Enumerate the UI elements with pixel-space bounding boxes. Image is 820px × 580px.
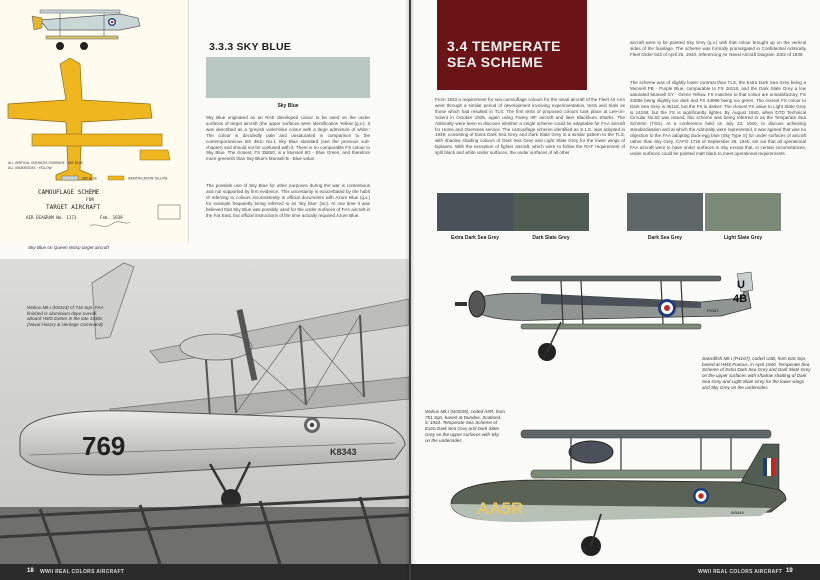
drawing-number: AIR DIAGRAM No. 1171 <box>26 215 77 220</box>
swatch-label-dark-sea-grey: Dark Sea Grey <box>647 235 683 241</box>
left-footer-title: WWII REAL COLORS AIRCRAFT <box>40 569 125 575</box>
hull-number: 769 <box>82 431 126 461</box>
swatch-dark-sea-grey <box>627 193 703 231</box>
swatch-label-extra-dark-sea-grey: Extra Dark Sea Grey <box>450 235 500 241</box>
sky-blue-swatch-label: Sky Blue <box>277 103 299 109</box>
swatch-dark-slate-grey <box>513 193 589 231</box>
legend-sky-blue: SKY BLUE <box>82 176 98 181</box>
drawing-stamp-2: ALL UNDERSIDES · YELLOW <box>8 166 52 170</box>
book-gutter <box>405 0 415 580</box>
right-footer <box>411 564 820 580</box>
swordfish-serial: P4167 <box>707 308 719 313</box>
right-page-number: 19 <box>786 568 793 574</box>
sky-blue-paragraph-1: Sky Blue originated as an RAE developed colour to be used on the under surfaces of target aircraft (the upper surfaces were Identification Yellow (q.v.). It was described as a 'greyish violet-blue colour with a large admixture of white.' The colour is decidedly pale and unsaturated in comparison to the contemporaneous BS 381c No.1 Sky Blue standard (see the previous sub-chapter) and should not be confused with it. There is no comparable FS colour to Sky Blue. The closest, FS 35550, is a Munsell 8G - Blue Green, and therefore more greenish than Sky Blue's Munsell B - Blue value. <box>206 115 370 162</box>
left-page-number: 18 <box>27 568 34 574</box>
right-page <box>411 0 820 580</box>
sky-blue-paragraph-2: The possible use of Sky Blue for other purposes during the war is contentious and not supported by firm evidence. This uncertainty is exacerbated by the habit of referring to colours inconsistently in official documents with Azure Blue (q.v.) for example frequently being referred to as 'sky blue' (sic). At one time it was believed that Sky Blue was possibly used for the under surfaces of FAA aircraft in the Far East, but official instructions of the time actually required Azure Blue. <box>206 183 370 218</box>
walrus-code: AA5R <box>477 499 524 518</box>
swordfish-code-line-2: 4B <box>733 293 748 305</box>
temperate-paragraph-1: From 1933 a requirement for sea camouflage colours for the naval aircraft of the Fleet Air Arm went through a similar period of development involving experimentation, tests and trials as those which had resulted in TLS. The first tests of proposed colours took place at Lee-on-Solent in October 1935, again using Fairey IIIF aircraft and later Blackburn Sharks. The Admiralty were keen to discover whether a single scheme could be adaptable for FAA aircraft for Home and Overseas service. The camouflage scheme identified as S.1.E. was adopted in 1939, consisting of Extra Dark Sea Grey and Dark Slate Grey in a similar pattern to the TLS, with shadow shading colours of Dark Sea Grey and Light Slate Grey for the lower wings of biplanes. With the exception of fighter aircraft, which were to follow the RAF requirement of split black and white under surfaces, the under surfaces of all other <box>435 97 625 156</box>
legend-yellow: IDENTIFICATION YELLOW <box>128 176 168 181</box>
left-page <box>0 0 409 580</box>
temperate-paragraph-2: aircraft were to be painted Sky Grey (q.v.) with that colour brought up on the vertical sides of the fuselage. The scheme was formally promulgated in Confidential Admiralty Fleet Order 643 of April 25, 1940, referencing Air Naval Aircraft Diagram 1002 of 1939. <box>630 40 806 57</box>
temperate-paragraph-3: The scheme was of slightly lower contrast than TLS, the Extra Dark Sea Grey being a Munsell PB - Purple Blue, comparable to FS 26118, and the Dark Slate Grey a low saturated Munsell GY - Green Yellow. FS matches to that colour are unsatisfactory, FS 34086 being slightly too dark and FS 34096 being too green. The closest FS colour to Dark Sea Grey is 36118, but the FS is darker. The closest FS value to Light Slate Grey is 14159, but the FS is significantly lighter. By August 1940, when DTD Technical Circular No.83 was issued, this scheme was being referred to as the Temperate Sea Scheme (TSS). At a conference held on July 23, 1940, to discuss achieving standardisation and at which the Admiralty were represented, it was agreed that was no objection to the FAA adopting duck-egg blue (Sky Type S) for under surfaces of aircraft rather than Sky Grey. CAFO 1719 of September 26, 1940, set out that all operational FAA aircraft were to have under surfaces in Sky except that, in certain circumstances, under surfaces could be painted matt black to meet operational requirements. <box>630 80 806 156</box>
swordfish-profile <box>451 268 791 368</box>
right-footer-title: WWII REAL COLORS AIRCRAFT <box>698 569 783 575</box>
swatch-label-light-slate-grey: Light Slate Grey <box>723 235 763 241</box>
walrus-profile-caption: Walrus Mk.I (W3049), coded A5R, from 751 Sqn, based at Dundee, Scotland, in 1944. Temperate Sea Scheme of Extra Dark Sea Grey and Dark Slate Grey on the upper surfaces with Sky on the undersides <box>425 409 505 443</box>
swatch-extra-dark-sea-grey <box>437 193 513 231</box>
sky-blue-swatch <box>206 57 370 98</box>
drawing-date: Feb. 1939 <box>100 215 123 220</box>
swatch-light-slate-grey <box>705 193 781 231</box>
drawing-title-1: CAMOUFLAGE SCHEME <box>38 189 100 196</box>
hull-serial: K8343 <box>330 447 357 457</box>
section-title-line-1: 3.4 TEMPERATE <box>447 38 561 54</box>
left-footer <box>0 564 409 580</box>
swatch-label-dark-slate-grey: Dark Slate Grey <box>532 235 570 241</box>
camouflage-drawing <box>0 0 189 242</box>
walrus-photo-caption: Walrus Mk.I (K8343) of 718 Sqn. FAA finished in aluminium dope overall, aboard HMS Exeter in the late 1930s (Naval History & Heritage Command) <box>27 305 104 328</box>
drawing-title-2: FOR <box>86 198 95 203</box>
drawing-stamp-1: ALL VERTICAL SURFACES OVERSIDE · SKY BLUE <box>8 161 83 165</box>
swordfish-caption: Swordfish Mk.I (P4167), coded U4B, from 816 Sqn, based at HMS Furious, in April 1940. Temperate Sea Scheme of Extra Dark Sea Grey and Dark Slate Grey on the upper surfaces with shadow shading of Dark Sea Grey and Light Slate Grey for the lower wings and Sky Grey on the undersides <box>702 356 811 390</box>
section-title-line-2: SEA SCHEME <box>447 54 544 70</box>
walrus-serial: W3049 <box>731 510 744 515</box>
swordfish-code-line-1: U <box>737 279 745 291</box>
section-3-4-title <box>447 38 561 70</box>
section-3-3-3-title: 3.3.3 SKY BLUE <box>209 41 291 53</box>
target-aircraft-drawing <box>0 0 188 242</box>
drawing-caption: Sky Blue on Queen Wasp target aircraft <box>28 245 109 250</box>
drawing-title-3: TARGET AIRCRAFT <box>46 204 101 211</box>
